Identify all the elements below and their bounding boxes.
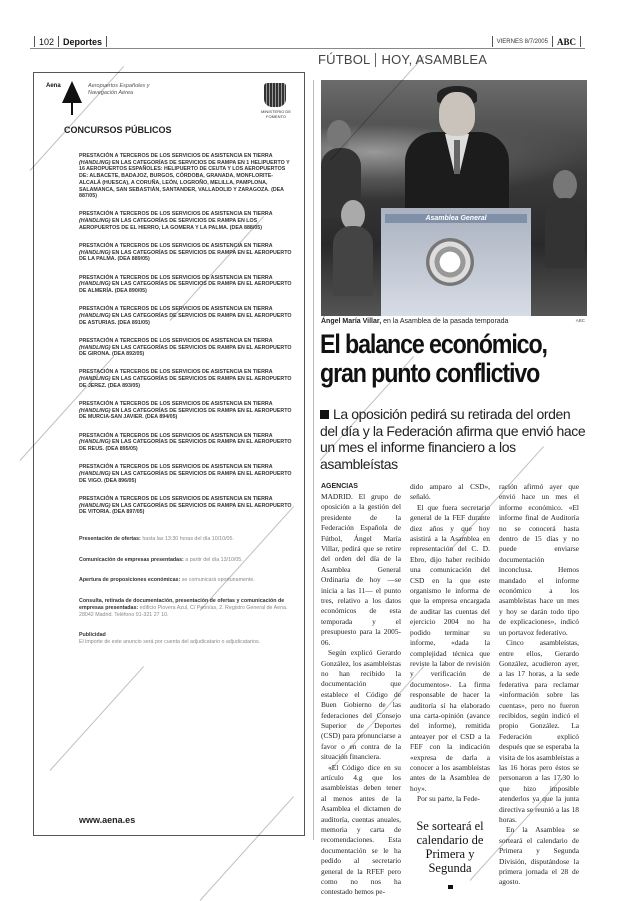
tender-info bbox=[79, 536, 294, 646]
tender-item-handling: (HANDLING) bbox=[79, 344, 111, 351]
article-column bbox=[499, 482, 579, 888]
tender-item-handling: (HANDLING) bbox=[79, 159, 111, 166]
issue-date: VIERNES 8/7/2005 bbox=[496, 38, 548, 45]
tender-item-handling: (HANDLING) bbox=[79, 312, 111, 319]
tender-item bbox=[79, 306, 294, 326]
tender-item bbox=[79, 369, 294, 389]
article-paragraph: En la Asamblea se sorteará el calendario de Primera y Segunda División, disputándose la primera jornada el 28 de agosto. bbox=[499, 825, 579, 887]
tender-item-handling: (HANDLING) bbox=[79, 439, 111, 446]
headline-line-1: El balance económico, bbox=[320, 329, 547, 359]
tender-item-handling: (HANDLING) bbox=[79, 407, 111, 414]
tender-item bbox=[79, 153, 294, 200]
info-label: Consulta, retirada de documentación, presentación de ofertas y comunicación de empresas presentadas: bbox=[79, 598, 285, 611]
tender-item-rest: EN LAS CATEGORÍAS DE SERVICIOS DE RAMPA EN EL AEROPUERTO DE REUS. (DEA 895/05) bbox=[79, 439, 292, 453]
tender-item-handling: (HANDLING) bbox=[79, 376, 111, 383]
tender-info-item bbox=[79, 557, 294, 564]
podium-sign: Asamblea General bbox=[385, 214, 527, 223]
tender-item-lead: PRESTACIÓN A TERCEROS DE LOS SERVICIOS DE ASISTENCIA EN TIERRA bbox=[79, 153, 273, 159]
tender-item-lead: PRESTACIÓN A TERCEROS DE LOS SERVICIOS DE ASISTENCIA EN TIERRA bbox=[79, 243, 273, 250]
headline-line-2: gran punto conflictivo bbox=[320, 358, 540, 388]
square-bullet-icon bbox=[448, 885, 453, 889]
header-rule bbox=[30, 48, 585, 49]
article-body bbox=[321, 482, 585, 898]
tender-info-item bbox=[79, 632, 294, 645]
headline bbox=[320, 330, 569, 388]
column-divider bbox=[313, 80, 314, 840]
tender-item-rest: EN LAS CATEGORÍAS DE SERVICIOS DE RAMPA EN 1 HELIPUERTO Y 16 AEROPUERTOS ESPAÑOLES: HELIPUERTO DE CEUTA Y LOS AEROPUERTOS DE: ALBACETE, BADAJOZ, BURGOS, CÓRDOBA, GRANADA, MONFLORITE-ALCALÁ (HUESCA), A CORUÑA, LEÓN, LOGROÑO, MELILLA, PAMPLONA, SALAMANCA, SAN SEBASTIÁN, SANTANDER, VALLADOLID Y ZARAGOZA. (DEA 887/05) bbox=[79, 159, 290, 200]
tender-item bbox=[79, 275, 294, 295]
info-label: Comunicación de empresas presentadas: bbox=[79, 556, 184, 563]
tender-item-handling: (HANDLING) bbox=[79, 471, 111, 477]
aena-logo-text: Aena bbox=[46, 83, 61, 89]
tender-item-lead: PRESTACIÓN A TERCEROS DE LOS SERVICIOS DE ASISTENCIA EN TIERRA bbox=[79, 432, 273, 439]
ad-url[interactable]: www.aena.es bbox=[79, 815, 136, 825]
tender-list bbox=[79, 153, 294, 516]
tender-info-item bbox=[79, 536, 294, 543]
subhead-text: La oposición pedirá su retirada del orden del día y la Federación afirma que envió hace un mes el informe financiero a los asambleístas bbox=[320, 406, 586, 472]
article-paragraph: Cinco asambleístas, entre ellos, Gerardo González, acudieron ayer, a las 17 horas, a la sede federativa para reclamar «información sobre las cuentas», pero no fueron recibidos, según indicó el propio González. La Federación explicó después que se esperaba la visita de los asambleístas a las 16 horas pero éstos se personaron a las 17.30 lo que hizo imposible atenderlos ya que la junta directiva se reunió a las 18 horas. bbox=[499, 638, 579, 824]
tender-item bbox=[79, 401, 294, 421]
page-number: 102 bbox=[39, 36, 55, 47]
byline: AGENCIAS bbox=[321, 483, 358, 490]
tender-item bbox=[79, 496, 294, 516]
tender-info-item bbox=[79, 598, 294, 618]
article-paragraph: ración afirmó ayer que envió hace un mes el informe económico. «El informe final de Auditoría no se conocerá hasta dentro de 15 días y no puede enviarse documentación inconclusa. Hemos mandado el informe económico a los asambleístas hace un mes y hoy se darán todo tipo de explicaciones», indicó un portavoz federativo. bbox=[499, 482, 579, 637]
aena-advertisement bbox=[33, 72, 305, 836]
section-title: HOY, ASAMBLEA bbox=[381, 52, 488, 67]
ad-title: CONCURSOS PÚBLICOS bbox=[64, 125, 172, 135]
photo-person bbox=[333, 226, 373, 296]
tender-item-rest: EN LAS CATEGORÍAS DE SERVICIOS DE RAMPA EN EL AEROPUERTO DE VIGO. (DEA 896/05) bbox=[79, 471, 292, 484]
tender-item-rest: EN LAS CATEGORÍAS DE SERVICIOS DE RAMPA EN LOS AEROPUERTOS DE EL HIERRO, LA GOMERA Y LA PALMA. (DEA 888/05) bbox=[79, 218, 262, 231]
info-text: edificio Piovera Azul, C/ Peonías, 2. Registro General de Aena. 28042 Madrid. Teléfono 91-321 27 10. bbox=[79, 604, 288, 618]
fef-logo-icon bbox=[426, 238, 474, 286]
tender-item-lead: PRESTACIÓN A TERCEROS DE LOS SERVICIOS DE ASISTENCIA EN TIERRA bbox=[79, 369, 273, 376]
article-paragraph: dido amparo al CSD», señaló. bbox=[410, 482, 490, 502]
subheadline bbox=[320, 406, 590, 472]
pull-quote: Se sorteará el calendario de Primera y Segunda bbox=[416, 818, 484, 875]
tender-item-lead: PRESTACIÓN A TERCEROS DE LOS SERVICIOS DE ASISTENCIA EN TIERRA bbox=[79, 401, 273, 408]
article-paragraph: «El Código dice en su artículo 4.g que los asambleístas deben tener al menos antes de la Asamblea el dictamen de auditoría, cuentas anuales, memoria y carta de recomendaciones. Esta documentación se le ha pedido al secretario general de la RFEF pero como no nos ha contestado hemos pe- bbox=[321, 762, 401, 897]
info-text: se comunicará oportunamente. bbox=[181, 577, 255, 584]
photo-person bbox=[327, 120, 351, 150]
tender-info-item bbox=[79, 577, 294, 584]
tender-item-handling: (HANDLING) bbox=[79, 218, 111, 225]
page-header-left bbox=[30, 36, 111, 47]
tender-item-rest: EN LAS CATEGORÍAS DE SERVICIOS DE RAMPA EN EL AEROPUERTO DE JEREZ. (DEA 893/05) bbox=[79, 376, 292, 389]
tender-item bbox=[79, 211, 294, 231]
tender-item bbox=[79, 433, 294, 453]
tender-item-rest: EN LAS CATEGORÍAS DE SERVICIOS DE RAMPA EN EL AEROPUERTO DE LA PALMA. (DEA 889/05) bbox=[79, 249, 292, 263]
photo-person bbox=[545, 198, 585, 268]
tender-item-rest: EN LAS CATEGORÍAS DE SERVICIOS DE RAMPA EN EL AEROPUERTO DE ALMERÍA. (DEA 890/05) bbox=[79, 281, 292, 295]
tender-item-lead: PRESTACIÓN A TERCEROS DE LOS SERVICIOS DE ASISTENCIA EN TIERRA bbox=[79, 337, 273, 344]
tender-item-lead: PRESTACIÓN A TERCEROS DE LOS SERVICIOS DE ASISTENCIA EN TIERRA bbox=[79, 211, 273, 218]
tender-item-lead: PRESTACIÓN A TERCEROS DE LOS SERVICIOS DE ASISTENCIA EN TIERRA bbox=[79, 495, 273, 502]
info-text: hasta las 13:30 horas del día 10/10/05. bbox=[142, 536, 234, 543]
info-label: Presentación de ofertas: bbox=[79, 536, 141, 543]
coat-of-arms-icon bbox=[264, 83, 286, 107]
speaker-tie bbox=[454, 140, 460, 174]
page-header-right bbox=[488, 36, 585, 47]
article bbox=[320, 330, 590, 898]
article-column bbox=[321, 482, 401, 898]
article-column bbox=[410, 482, 490, 889]
tender-item-handling: (HANDLING) bbox=[79, 249, 111, 256]
article-photo bbox=[321, 80, 587, 316]
tender-item-lead: PRESTACIÓN A TERCEROS DE LOS SERVICIOS DE ASISTENCIA EN TIERRA bbox=[79, 274, 273, 281]
tender-item bbox=[79, 464, 294, 484]
article-paragraph: MADRID. El grupo de oposición a la gestión del presidente de la Federación Española de Fútbol, Ángel María Villar, pedirá que se retire del orden del día de la Asamblea General Ordinaria de hoy —se inicia a las 11— el punto tres, relativo a los datos económicos de esta temporada y el presupuesto para la 2005-06. bbox=[321, 492, 401, 647]
ministry-name: MINISTERIO DE FOMENTO bbox=[260, 109, 291, 119]
aena-logo-icon bbox=[62, 81, 82, 103]
article-paragraph: Según explicó Gerardo González, los asambleístas no han recibido la documentación que establece el Código de Buen Gobierno de las federaciones del Consejo Superior de Deportes (CSD) para pronunciarse a favor o en contra de la situación financiera. bbox=[321, 648, 401, 762]
speaker-head bbox=[439, 92, 475, 136]
section-topic: FÚTBOL bbox=[318, 52, 371, 67]
section-name: Deportes bbox=[63, 36, 103, 47]
square-bullet-icon bbox=[320, 410, 329, 419]
article-paragraph: El que fuera secretario general de la FEF durante diez años y que hoy asistirá a la Asamblea en representación del C. D. Ebro, dijo haber recibido una comunicación del CSD en la que este organismo le informa de que la empresa encargada de auditar las cuentas del ejercicio 2004 no ha podido terminar su informe, «dada la complejidad técnica que reviste la labor de revisión y verificación de documentos». La firma responsable de hacer la auditoría sí ha elaborado una carta-opinión (avance del informe), remitida anteayer por el CSD a la FEF con la indicación «expresa de darla a conocer a los asambleístas antes de la Asamblea de hoy». bbox=[410, 502, 490, 793]
info-label: Apertura de proposiciones económicas: bbox=[79, 577, 181, 584]
tender-item-rest: EN LAS CATEGORÍAS DE SERVICIOS DE RAMPA EN EL AEROPUERTO DE ASTURIAS. (DEA 891/05) bbox=[79, 312, 292, 326]
tender-item-lead: PRESTACIÓN A TERCEROS DE LOS SERVICIOS DE ASISTENCIA EN TIERRA bbox=[79, 464, 273, 471]
ad-organization: Aeropuertos Españoles y Navegación Aérea bbox=[88, 83, 150, 96]
photo-credit: ABC bbox=[575, 318, 585, 323]
tender-item-lead: PRESTACIÓN A TERCEROS DE LOS SERVICIOS DE ASISTENCIA EN TIERRA bbox=[79, 306, 273, 313]
photo-person bbox=[553, 170, 577, 200]
ad-body bbox=[79, 153, 294, 660]
caption-name: Ángel María Villar, bbox=[321, 318, 382, 325]
tender-item-handling: (HANDLING) bbox=[79, 281, 111, 288]
info-label: Publicidad bbox=[79, 632, 106, 639]
section-heading bbox=[318, 52, 487, 67]
info-text: El importe de este anuncio será por cuenta del adjudicatario o adjudicatarios. bbox=[79, 638, 261, 645]
tender-item-rest: EN LAS CATEGORÍAS DE SERVICIOS DE RAMPA EN EL AEROPUERTO DE GIRONA. (DEA 892/05) bbox=[79, 344, 292, 358]
photo-caption bbox=[321, 318, 566, 325]
tender-item bbox=[79, 243, 294, 263]
tender-item bbox=[79, 338, 294, 358]
tender-item-rest: EN LAS CATEGORÍAS DE SERVICIOS DE RAMPA EN EL AEROPUERTO DE MURCIA-SAN JAVIER. (DEA 894/05) bbox=[79, 407, 292, 421]
tender-item-rest: EN LAS CATEGORÍAS DE SERVICIOS DE RAMPA EN EL AEROPUERTO DE VITORIA. (DEA 897/05) bbox=[79, 502, 292, 516]
article-paragraph: Por su parte, la Fede- bbox=[417, 794, 481, 804]
info-text: a partir del día 13/10/05. bbox=[185, 556, 243, 563]
newspaper-logo: ABC bbox=[556, 36, 576, 47]
tender-item-handling: (HANDLING) bbox=[79, 502, 111, 509]
aena-logo-icon-stem bbox=[71, 101, 73, 115]
caption-text: en la Asamblea de la pasada temporada bbox=[383, 318, 509, 325]
